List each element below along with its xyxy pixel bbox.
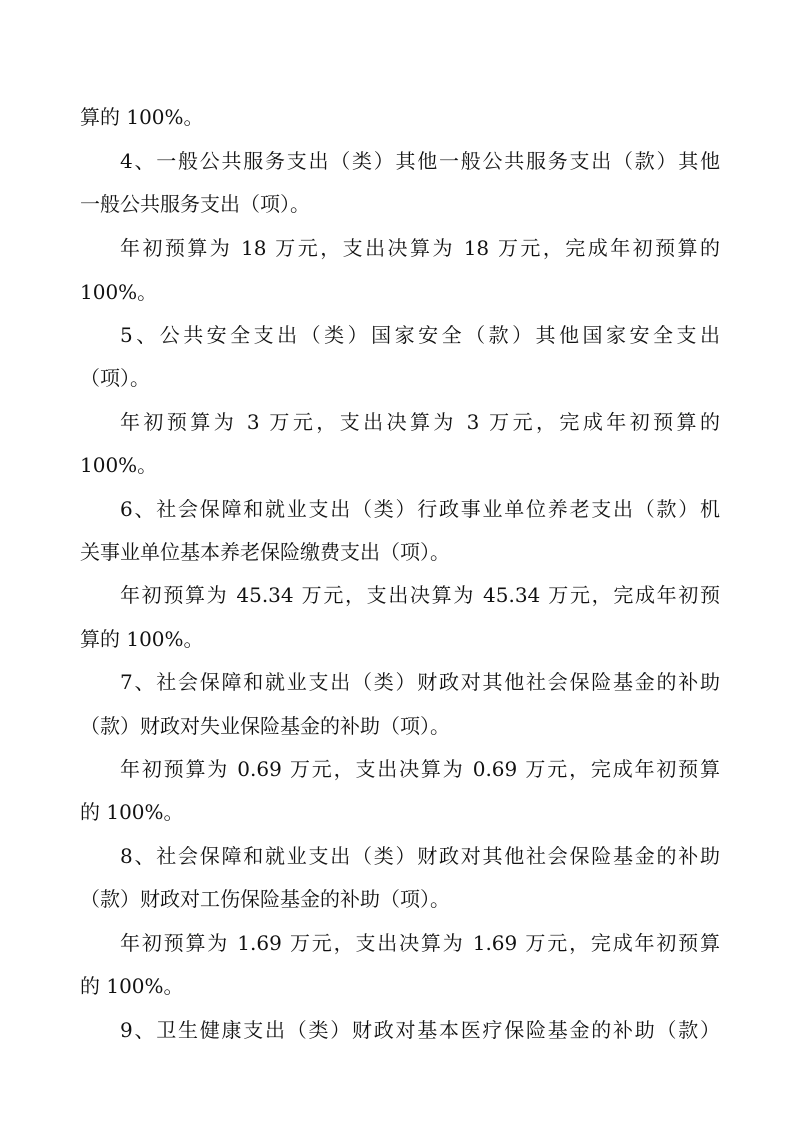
paragraph-line-18: 8、社会保障和就业支出（类）财政对其他社会保险基金的补助 [120,844,720,868]
paragraph-line-1: 算的 100%。 [80,105,204,129]
paragraph-line-14: 7、社会保障和就业支出（类）财政对其他社会保险基金的补助 [120,670,720,694]
paragraph-line-10: 6、社会保障和就业支出（类）行政事业单位养老支出（款）机 [120,497,720,521]
paragraph-line-2: 4、一般公共服务支出（类）其他一般公共服务支出（款）其他 [120,149,720,173]
paragraph-line-22: 9、卫生健康支出（类）财政对基本医疗保险基金的补助（款） [120,1018,720,1042]
paragraph-line-9: 100%。 [80,453,158,477]
paragraph-line-3: 一般公共服务支出（项）。 [80,192,310,216]
paragraph-line-17: 的 100%。 [80,800,184,824]
paragraph-line-12: 年初预算为 45.34 万元，支出决算为 45.34 万元，完成年初预 [120,583,720,607]
paragraph-line-11: 关事业单位基本养老保险缴费支出（项）。 [80,540,450,564]
paragraph-line-6: 5、公共安全支出（类）国家安全（款）其他国家安全支出 [120,323,720,347]
paragraph-line-7: （项）。 [80,366,150,390]
paragraph-line-20: 年初预算为 1.69 万元，支出决算为 1.69 万元，完成年初预算 [120,931,720,955]
paragraph-line-4: 年初预算为 18 万元，支出决算为 18 万元，完成年初预算的 [120,236,720,260]
paragraph-line-15: （款）财政对失业保险基金的补助（项）。 [80,714,450,738]
paragraph-line-21: 的 100%。 [80,974,184,998]
paragraph-line-16: 年初预算为 0.69 万元，支出决算为 0.69 万元，完成年初预算 [120,757,720,781]
paragraph-line-19: （款）财政对工伤保险基金的补助（项）。 [80,887,450,911]
paragraph-line-13: 算的 100%。 [80,627,204,651]
paragraph-line-8: 年初预算为 3 万元，支出决算为 3 万元，完成年初预算的 [120,410,720,434]
paragraph-line-5: 100%。 [80,280,158,304]
